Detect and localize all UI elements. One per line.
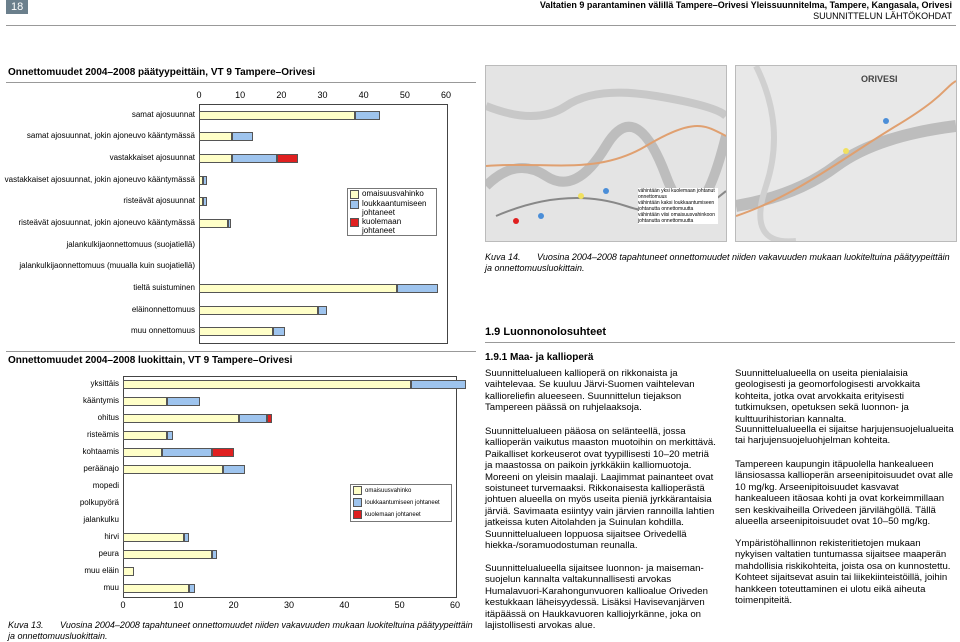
- chart2-title: Onnettomuudet 2004–2008 luokittain, VT 9 Tampere–Orivesi: [8, 355, 293, 366]
- x-tick-label: 50: [399, 90, 410, 100]
- category-label: polkupyörä: [79, 497, 119, 507]
- x-tick-label: 50: [394, 600, 405, 610]
- map-east-graphic: [736, 66, 956, 241]
- category-label: risteävät ajosuunnat, jokin ajoneuvo kääntymässä: [18, 218, 195, 227]
- bar-segment: [199, 111, 355, 120]
- legend-item-property: [351, 485, 451, 497]
- bar-segment: [355, 111, 380, 120]
- bar-segment: [199, 306, 318, 315]
- x-tick-label: 20: [228, 600, 239, 610]
- chart1-legend: [347, 188, 437, 236]
- legend-label: omaisuusvahinko: [362, 189, 424, 198]
- col2-para-1: Suunnittelualueella on useita pienialaisia geologisesti ja geomorfologisesti arvokkaita kohteita, jotka ovat arvokkaita erityisesti tutkimuksen, opetuksen sekä luonnon- ja kulttuurihistorian kannalta.: [735, 368, 921, 425]
- legend-label: kuolemaan johtaneet: [365, 512, 421, 518]
- legend-swatch-property: [353, 486, 362, 495]
- legend-label: omaisuusvahinko: [365, 488, 412, 494]
- bar-segment: [199, 132, 232, 141]
- bar-segment: [123, 533, 184, 542]
- caption-label: Kuva 13.: [8, 620, 44, 630]
- bar-segment: [239, 414, 267, 423]
- bar-segment: [232, 154, 277, 163]
- bar-segment: [123, 397, 167, 406]
- category-label: samat ajosuunnat, jokin ajoneuvo kääntymässä: [26, 131, 195, 141]
- legend-swatch-injury: [350, 200, 359, 209]
- category-label: peräänajo: [83, 464, 119, 474]
- chart1-title: Onnettomuudet 2004–2008 päätyypeittäin, VT 9 Tampere–Orivesi: [8, 67, 316, 78]
- caption-label: Kuva 14.: [485, 252, 521, 262]
- bar-segment: [162, 448, 212, 457]
- category-label: mopedi: [92, 481, 119, 490]
- x-tick-label: 20: [276, 90, 287, 100]
- x-tick-label: 60: [440, 90, 452, 100]
- bar-segment: [167, 431, 173, 440]
- legend-label: loukkaantumiseen johtaneet: [362, 199, 427, 217]
- bar-segment: [123, 414, 239, 423]
- bar-segment: [212, 550, 218, 559]
- col2-para-3: Tampereen kaupungin itäpuolella hankealueen länsiosassa kallioperän arseenipitoisuudet ovat alle 10 mg/kg. Arseenipitoisuudet kasvavat hankealueen itäosaa kohti ja ovat korkeimmillaan sen keskivaiheilla Orivedeen järvilähgöllä. Tällä alueella arseenipitoisuudet ovat 10–50 mg/kg.: [735, 459, 954, 528]
- map-legend-fatal: vähintään yksi kuolemaan johtanut onnettomuus: [638, 188, 715, 200]
- category-label: tieltä suistuminen: [133, 282, 195, 292]
- map-east: [735, 65, 957, 242]
- bar-segment: [277, 154, 298, 163]
- category-label: jalankulkijaonnettomuus (suojatiellä): [66, 239, 195, 249]
- x-tick-label: 60: [449, 600, 461, 610]
- bar-segment: [318, 306, 326, 315]
- bar-segment: [123, 465, 223, 474]
- map-west: [485, 65, 727, 242]
- category-label: muu onnettomuus: [130, 326, 195, 336]
- bar-segment: [203, 197, 207, 206]
- col1-para-3: Suunnittelualueella sijaitsee luonnon- ja maiseman-suojelun kannalta valtakunnallisesti arvokas Humalavuori-Karahongunvuoren kallioalue Oriveden kestukkaan läheisyydessä. Lisäksi Havisevanjärven itäpäässä on Haukkavuoren kalliojyrkänne, joka on lajistollisesti arvokas alue.: [485, 563, 708, 632]
- section-heading: 1.9 Luonnonolosuhteet: [485, 326, 606, 338]
- category-label: kääntymis: [82, 396, 119, 406]
- category-label: risteämis: [86, 430, 119, 440]
- category-label: muu eläin: [84, 565, 119, 575]
- col1-para-2: Suunnittelualueen pääosa on selänteellä, jossa kallioperän vaikutus maaston muotoihin on merkittävä. Paikalliset korkeuserot ovat tyypillisesti 10–20 metriä ja maastossa on paikoin jyrkkäkiin kalliomuotoja. Moreeni on yleisin maalaji. Laajimmat painanteet ovat soistuneet turvemaaksi. Rikkonaisesta kallioperästä johtuen alueella on myös useita pieniä jyrkkärantaisia järviä. Savimaata esiintyy vain järvien rannoilla lahtien jatkeissa kuten Aitolahden ja Suinulan kohdilla. Suunnittelualueen loppuosa sijaitsee Orivedellä hiekka-/soramuodostuman reunalla.: [485, 426, 716, 552]
- category-label: kohtaamis: [82, 447, 119, 457]
- legend-item-property: [348, 189, 436, 199]
- caption-text: Vuosina 2004–2008 tapahtuneet onnettomuudet niiden vakavuuden mukaan luokiteltuina päätyypeittäin ja onnettomuusluokittain.: [8, 620, 473, 641]
- bar-segment: [123, 567, 134, 576]
- legend-swatch-fatal: [350, 218, 359, 227]
- category-label: muu: [103, 582, 119, 592]
- x-tick-label: 10: [173, 600, 184, 610]
- category-label: ohitus: [97, 413, 119, 423]
- chart1-rule: [6, 82, 476, 83]
- subsection-heading: 1.9.1 Maa- ja kallioperä: [485, 352, 594, 363]
- running-subtitle: SUUNNITTELUN LÄHTÖKOHDAT: [813, 11, 952, 21]
- map-legend-injury: vähintään kaksi loukkaantumiseen johtanutta onnettomuutta: [638, 200, 715, 212]
- x-tick-label: 30: [317, 90, 328, 100]
- col2-para-2: Suunnittelualueella ei sijaitse harjujensuojelualueita tai harjujensuojeluohjelman kohteita.: [735, 424, 954, 447]
- bar-segment: [123, 380, 411, 389]
- map-caption: [485, 252, 955, 274]
- bar-segment: [123, 431, 167, 440]
- category-label: hirvi: [104, 531, 119, 541]
- category-label: vastakkaiset ajosuunnat: [109, 153, 195, 163]
- bar-segment: [189, 584, 195, 593]
- category-label: samat ajosuunnat: [131, 109, 195, 119]
- legend-item-fatal: [348, 217, 436, 235]
- bar-segment: [273, 327, 285, 336]
- legend-swatch-property: [350, 190, 359, 199]
- category-label: peura: [98, 548, 119, 558]
- bar-segment: [167, 397, 200, 406]
- legend-swatch-fatal: [353, 510, 362, 519]
- header-rule: [6, 25, 956, 26]
- chart2-rule-top: [6, 351, 476, 352]
- bar-segment: [203, 176, 207, 185]
- bar-segment: [267, 414, 273, 423]
- legend-label: loukkaantumiseen johtaneet: [365, 500, 440, 506]
- bar-segment: [199, 154, 232, 163]
- bar-segment: [212, 448, 234, 457]
- legend-item-injury: [351, 497, 451, 509]
- x-tick-label: 10: [235, 90, 246, 100]
- chart-caption: [8, 620, 478, 642]
- bar-segment: [199, 219, 228, 228]
- bar-segment: [397, 284, 438, 293]
- legend-item-injury: [348, 199, 436, 217]
- chart2-legend: [350, 484, 452, 522]
- x-tick-label: 0: [196, 90, 202, 100]
- bar-segment: [223, 465, 245, 474]
- legend-swatch-injury: [353, 498, 362, 507]
- page-number: 18: [6, 0, 28, 14]
- bar-segment: [411, 380, 466, 389]
- legend-label: kuolemaan johtaneet: [362, 217, 402, 235]
- x-tick-label: 30: [283, 600, 295, 610]
- map-legend-property: vähintään viisi omaisuusvahinkoon johtanutta onnettomuutta: [638, 212, 715, 224]
- bar-segment: [228, 219, 231, 228]
- x-tick-label: 40: [339, 600, 350, 610]
- map-legend: [638, 188, 718, 224]
- map-town-label: ORIVESI: [861, 74, 898, 84]
- category-label: jalankulkijaonnettomuus (muualla kuin suojatiellä): [19, 261, 195, 271]
- bar-segment: [123, 448, 162, 457]
- bar-segment: [232, 132, 253, 141]
- bar-segment: [123, 584, 189, 593]
- col2-para-4: Ympäristöhallinnon rekisteritietojen mukaan nykyisen valtatien tuntumassa sijaitsee maaperän mahdollisia riskikohteita, joista osa on kunnostettu. Kohteet sijaitsevat asuin tai liikekiinteistöillä, joihin hankkeen toteuttaminen ei ulotu eikä aiheuta toimenpiteitä.: [735, 538, 951, 607]
- category-label: jalankulku: [83, 514, 119, 524]
- bar-segment: [199, 327, 273, 336]
- category-label: risteävät ajosuunnat: [123, 196, 195, 206]
- category-label: vastakkaiset ajosuunnat, jokin ajoneuvo kääntymässä: [4, 174, 195, 184]
- x-tick-label: 40: [358, 90, 369, 100]
- caption-text: Vuosina 2004–2008 tapahtuneet onnettomuudet niiden vakavuuden mukaan luokiteltuina päätyypeittäin ja onnettomuusluokittain.: [485, 252, 950, 273]
- bar-segment: [199, 284, 397, 293]
- col1-para-1: Suunnittelualueen kallioperä on rikkonaista ja vaihtelevaa. Se kuuluu Järvi-Suomen vaihtelevan kallioreliefin alueeseen. Suunnittelun tiejakson Tampereen päässä on ruhjelaaksoja.: [485, 368, 695, 414]
- legend-item-fatal: [351, 509, 451, 521]
- running-title: Valtatien 9 parantaminen välillä Tampere–Orivesi Yleissuunnitelma, Tampere, Kangasala, Orivesi: [539, 0, 952, 10]
- bar-segment: [123, 550, 212, 559]
- section-rule: [485, 342, 955, 343]
- x-tick-label: 0: [120, 600, 126, 610]
- category-label: yksittäis: [90, 379, 119, 389]
- category-label: eläinonnettomuus: [131, 304, 195, 314]
- bar-segment: [184, 533, 190, 542]
